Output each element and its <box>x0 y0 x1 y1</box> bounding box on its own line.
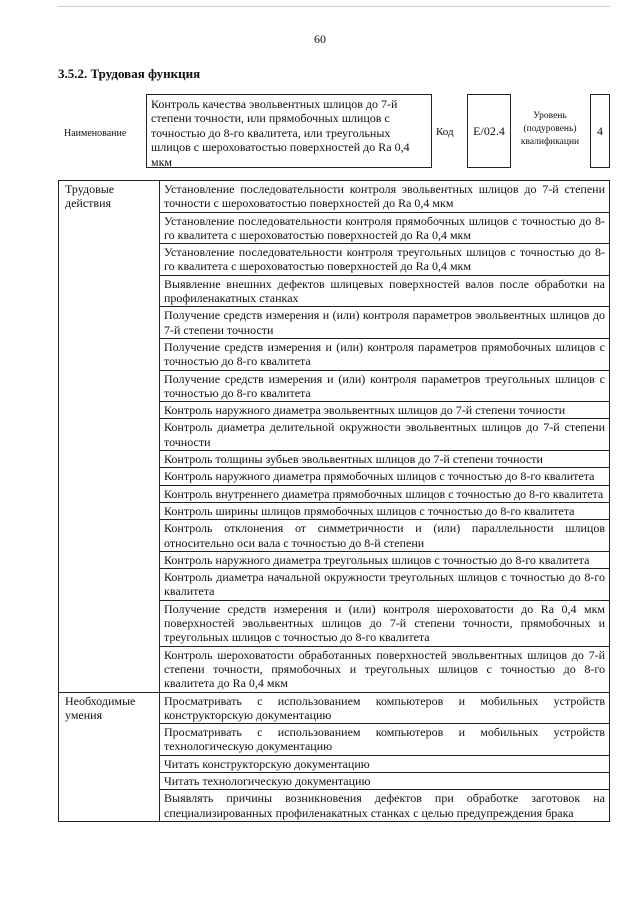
row-item: Контроль внутреннего диаметра прямобочных шлицов с точностью до 8-го квалитета <box>160 485 610 502</box>
level-label-line2: (подуровень) <box>523 124 577 134</box>
row-item: Установление последовательности контроля треугольных шлицов с точностью до 8-го квалитета с шероховатостью поверхностей до Ra 0,4 мкм <box>160 244 610 276</box>
row-item: Контроль наружного диаметра прямобочных шлицов с точностью до 8-го квалитета <box>160 468 610 485</box>
level-label-line3: квалификации <box>520 137 580 147</box>
row-item: Контроль наружного диаметра треугольных шлицов с точностью до 8-го квалитета <box>160 551 610 568</box>
row-item: Просматривать с использованием компьютеров и мобильных устройств технологическую документацию <box>160 724 610 756</box>
section-title: 3.5.2. Трудовая функция <box>58 66 201 81</box>
table-row <box>59 181 610 213</box>
row-item: Получение средств измерения и (или) контроля параметров эвольвентных шлицов до 7-й степени точности <box>160 307 610 339</box>
row-item: Просматривать с использованием компьютеров и мобильных устройств конструкторскую документацию <box>160 692 610 724</box>
row-item: Получение средств измерения и (или) контроля шероховатости до Ra 0,4 мкм поверхностей эвольвентных шлицов до 7-й степени точности, прямобочных и треугольных шлицов с точностью до 8-го квалитета <box>160 600 610 646</box>
row-item: Контроль наружного диаметра эвольвентных шлицов до 7-й степени точности <box>160 402 610 419</box>
code-value: E/02.4 <box>467 94 511 168</box>
row-item: Контроль диаметра делительной окружности эвольвентных шлицов до 7-й степени точности <box>160 419 610 451</box>
row-category: Необходимые умения <box>59 692 160 821</box>
row-item: Контроль диаметра начальной окружности треугольных шлицов с точностью до 8-го квалитета <box>160 569 610 601</box>
name-label: Наименование <box>64 128 127 139</box>
function-name: Контроль качества эвольвентных шлицов до 7-й степени точности, или прямобочных шлицов с точностью до 8-го квалитета, или треугольных шлицов с шероховатостью поверхностей до Ra 0,4 мкм <box>146 94 432 168</box>
row-item: Контроль отклонения от симметричности и (или) параллельности шлицов относительно оси вала с точностью до 8-й степени <box>160 520 610 552</box>
row-item: Получение средств измерения и (или) контроля параметров прямобочных шлицов с точностью до 8-го квалитета <box>160 338 610 370</box>
row-item: Контроль ширины шлицов прямобочных шлицов с точностью до 8-го квалитета <box>160 502 610 519</box>
level-label <box>517 110 583 158</box>
page-number: 60 <box>314 32 326 46</box>
row-category: Трудовые действия <box>59 181 160 693</box>
row-item: Установление последовательности контроля эвольвентных шлицов до 7-й степени точности с шероховатостью поверхностей до Ra 0,4 мкм <box>160 181 610 213</box>
level-value: 4 <box>590 94 610 168</box>
row-item: Читать конструкторскую документацию <box>160 755 610 772</box>
row-item: Получение средств измерения и (или) контроля параметров треугольных шлицов с точностью до 8-го квалитета <box>160 370 610 402</box>
row-item: Читать технологическую документацию <box>160 772 610 789</box>
function-table <box>58 180 610 822</box>
row-item: Контроль шероховатости обработанных поверхностей эвольвентных шлицов до 7-й степени точности, прямобочных и треугольных шлицов с точностью до 8-го квалитета до Ra 0,4 мкм <box>160 646 610 692</box>
top-rule <box>58 6 610 7</box>
row-item: Выявлять причины возникновения дефектов при обработке заготовок на специализированных профиленакатных станках с целью предупреждения брака <box>160 790 610 822</box>
code-label: Код <box>436 126 454 138</box>
level-label-line1: Уровень <box>533 111 567 121</box>
table-row <box>59 692 610 724</box>
row-item: Выявление внешних дефектов шлицевых поверхностей валов после обработки на профиленакатных станках <box>160 275 610 307</box>
row-item: Установление последовательности контроля прямобочных шлицов с точностью до 8-го квалитета с шероховатостью поверхностей до Ra 0,4 мкм <box>160 212 610 244</box>
row-item: Контроль толщины зубьев эвольвентных шлицов до 7-й степени точности <box>160 451 610 468</box>
